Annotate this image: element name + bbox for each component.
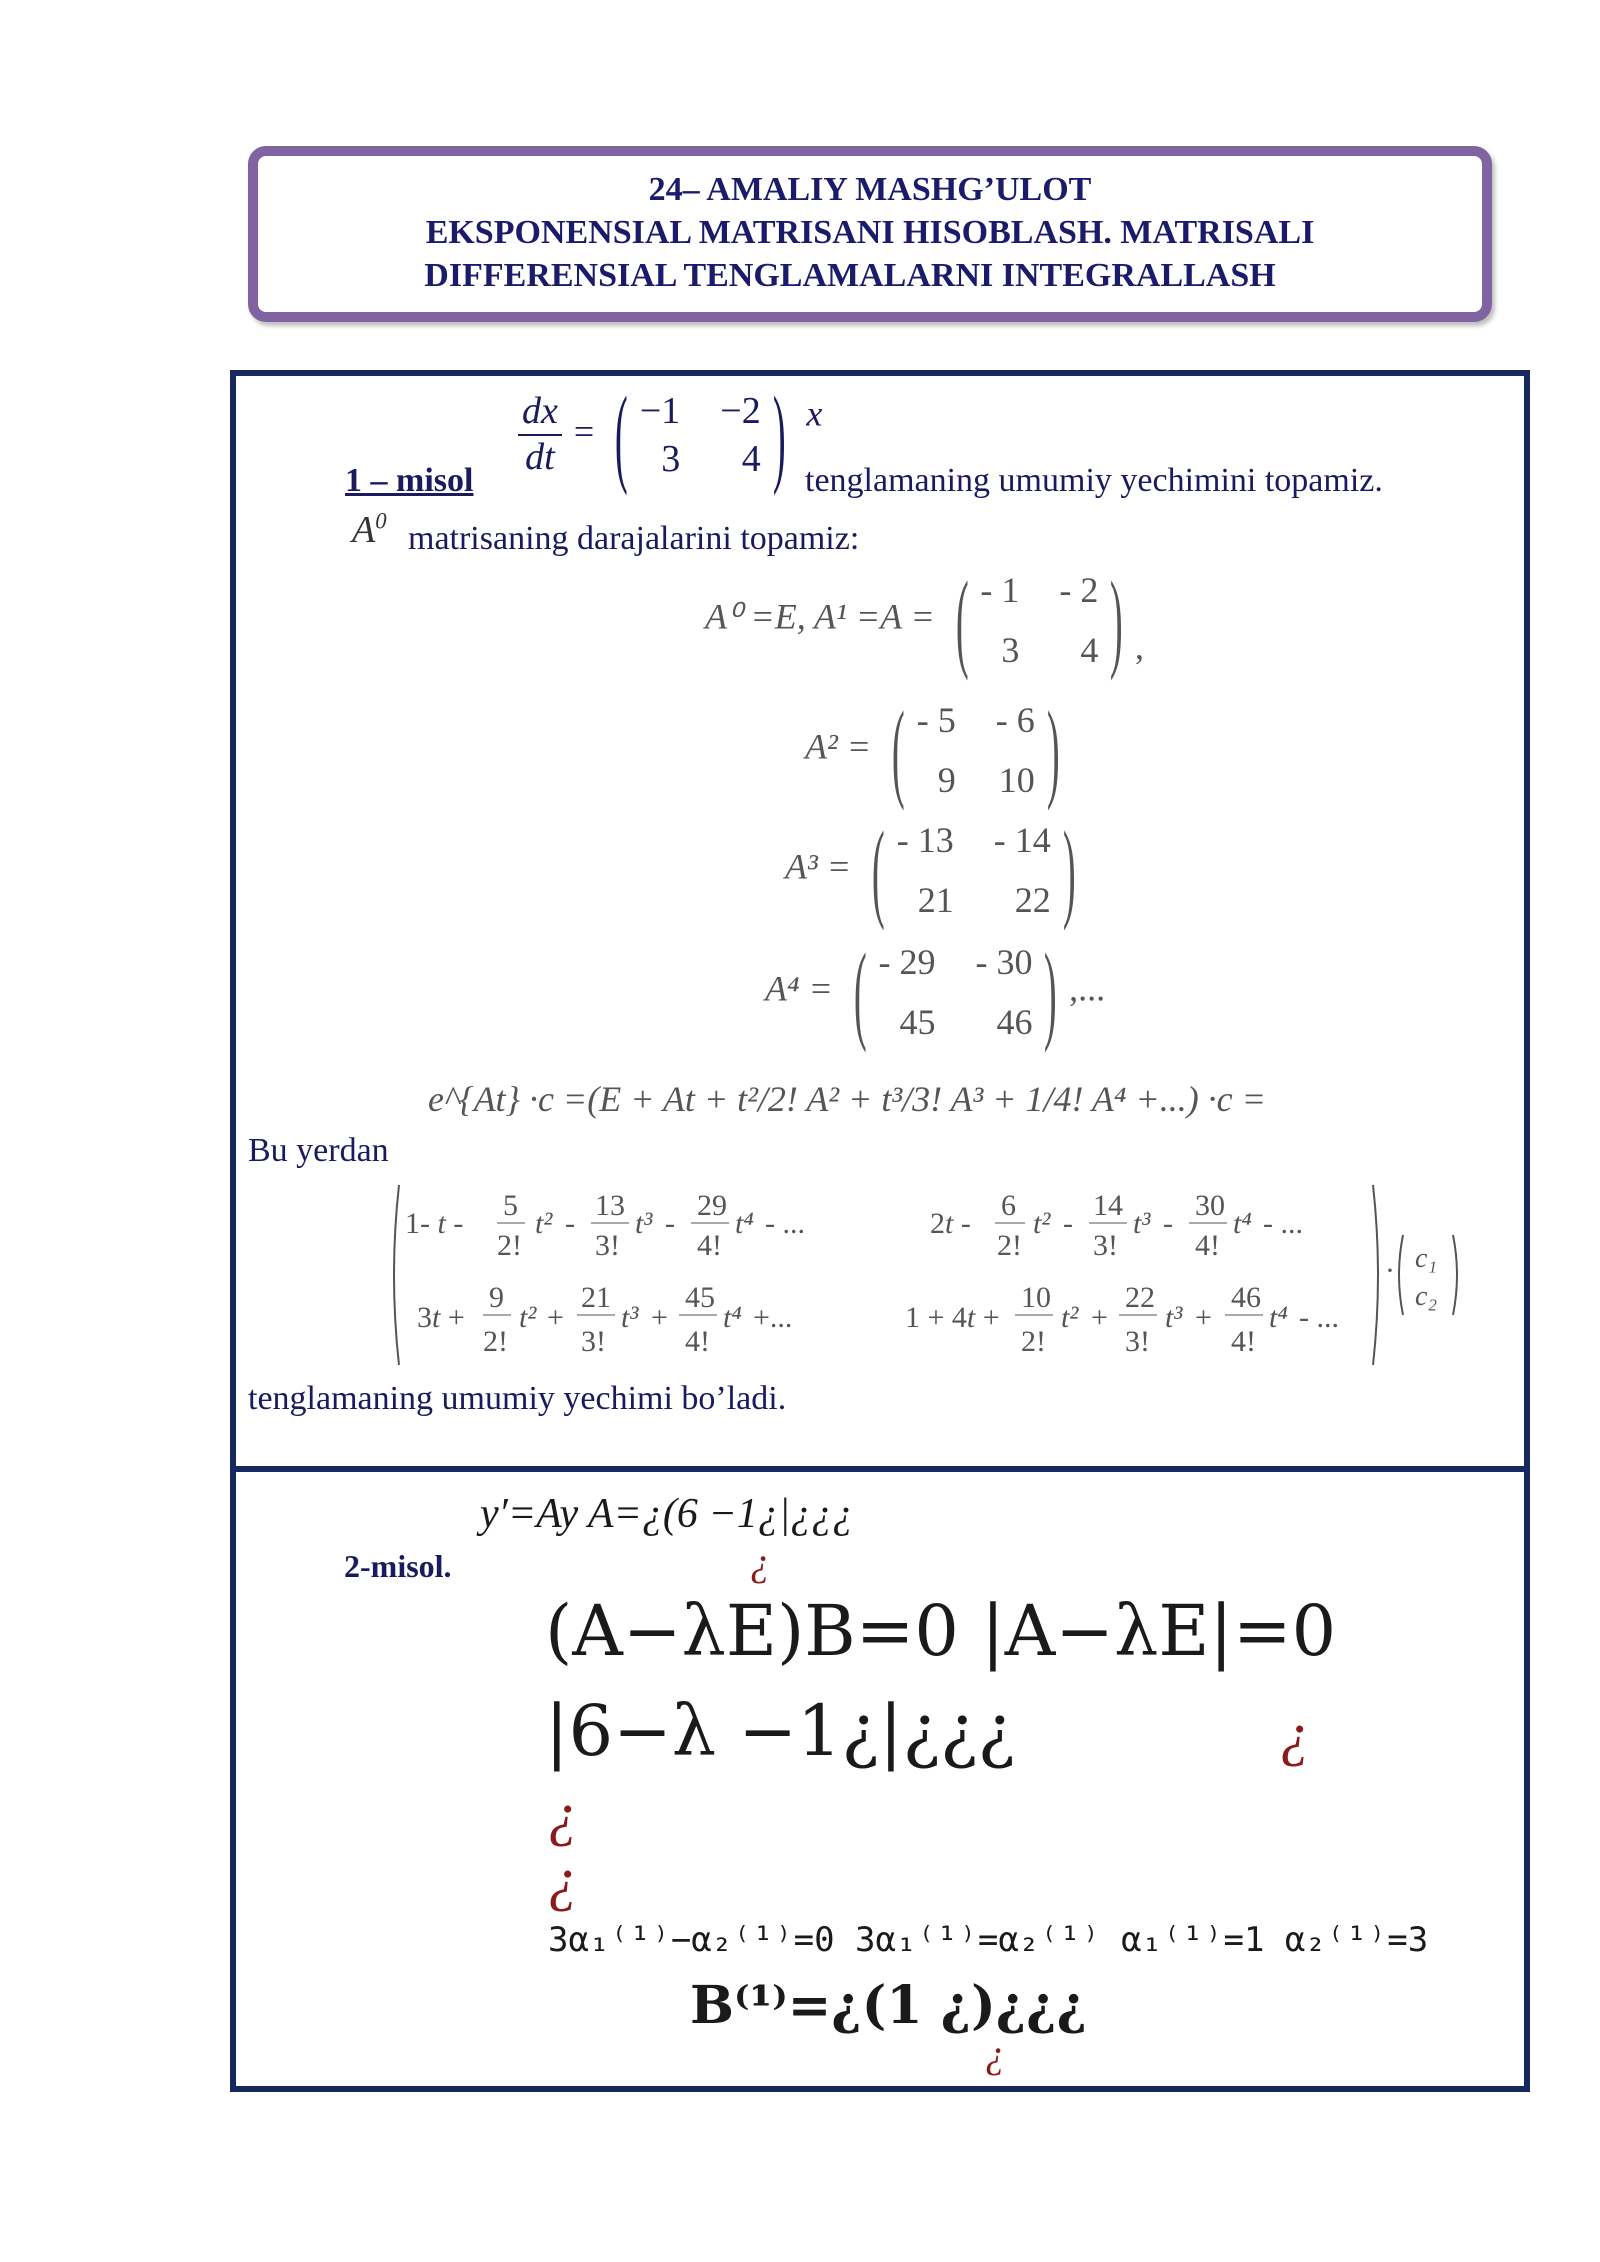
question-mark-5: ¿ [985,2031,1005,2076]
svg-text:+...: +... [753,1301,793,1334]
svg-text:c₂: c₂ [1415,1281,1438,1312]
svg-text:-: - [1063,1207,1073,1240]
solution-matrix [385,1175,1465,1375]
ode-equation: $\frac{dx}{dt}$ = ( −1 −2 3 4 ) x [515,380,822,490]
svg-text:46: 46 [1231,1281,1261,1314]
svg-text:3!: 3! [1125,1325,1150,1358]
svg-text:4!: 4! [1195,1229,1220,1262]
svg-text:2t -: 2t - [930,1207,971,1240]
svg-text:9: 9 [489,1281,504,1314]
svg-text:t³: t³ [621,1301,639,1334]
svg-text:29: 29 [697,1189,727,1222]
svg-text:6: 6 [1001,1189,1016,1222]
a0-symbol: $A^0$ [352,508,387,551]
svg-text:+: + [1091,1301,1108,1334]
title-box [248,146,1492,322]
svg-text:5: 5 [503,1189,518,1222]
svg-text:t²: t² [1061,1301,1079,1334]
svg-text:2!: 2! [1021,1325,1046,1358]
svg-text:·: · [1385,1254,1395,1287]
svg-text:t³: t³ [1165,1301,1183,1334]
a2-row: A² = ( - 5 - 6 9 10 ) [805,689,1060,811]
svg-text:4!: 4! [697,1229,722,1262]
svg-text:1- t -: 1- t - [405,1207,464,1240]
svg-text:t⁴: t⁴ [723,1301,742,1334]
svg-text:t²: t² [535,1207,553,1240]
svg-text:1 + 4t +: 1 + 4t + [905,1301,1000,1334]
a1-row: A⁰ =E, A¹ =A = ( - 1 - 2 3 4 ) , [705,559,1145,681]
question-mark-2: ¿ [1280,1701,1310,1767]
title-line-1: 24– AMALIY MASHG’ULOT [648,171,1092,208]
svg-text:2!: 2! [483,1325,508,1358]
title-line-3: DIFFERENSIAL TENGLAMALARNI INTEGRALLASH [424,257,1276,294]
eigenvector-equations: 3α₁⁽¹⁾−α₂⁽¹⁾=0 3α₁⁽¹⁾=α₂⁽¹⁾ α₁⁽¹⁾=1 α₂⁽¹⁾=3 [548,1920,1429,1960]
svg-text:c₁: c₁ [1415,1243,1438,1274]
example-2-label: 2-misol. [344,1548,452,1584]
determinant-row: |6−λ −1¿|¿¿¿ [545,1690,1016,1772]
svg-text:2!: 2! [997,1229,1022,1262]
svg-text:3!: 3! [595,1229,620,1262]
svg-text:3t +: 3t + [417,1301,465,1334]
example-1-label: 1 – misol [345,462,474,499]
system-equation: y′=Ay A=¿(6 −1¿|¿¿¿ [480,1491,854,1537]
svg-text:10: 10 [1021,1281,1051,1314]
svg-text:t²: t² [1033,1207,1051,1240]
svg-text:13: 13 [595,1189,625,1222]
svg-text:14: 14 [1093,1189,1123,1222]
svg-text:t⁴: t⁴ [1233,1207,1252,1240]
svg-text:- ...: - ... [1299,1301,1339,1334]
svg-text:-: - [1163,1207,1173,1240]
question-mark-4: ¿ [548,1846,578,1912]
svg-text:-: - [565,1207,575,1240]
question-mark-3: ¿ [548,1781,578,1847]
svg-text:3!: 3! [581,1325,606,1358]
a3-row: A³ = ( - 13 - 14 21 22 ) [785,809,1076,931]
svg-text:4!: 4! [685,1325,710,1358]
powers-intro: matrisaning darajalarini topamiz: [408,520,860,557]
svg-text:t³: t³ [635,1207,653,1240]
equation-description: tenglamaning umumiy yechimini topamiz. [805,462,1383,499]
question-mark-1: ¿ [750,1539,770,1584]
svg-text:4!: 4! [1231,1325,1256,1358]
svg-text:t³: t³ [1133,1207,1151,1240]
svg-text:- ...: - ... [765,1207,805,1240]
svg-text:3!: 3! [1093,1229,1118,1262]
exponential-series: e^{At} ·c =(E + At + t²/2! A² + t³/3! A³ + 1/4! A⁴ +...) ·c = [428,1079,1266,1119]
bu-yerdan-label: Bu yerdan [248,1132,389,1169]
eigenvector-b1: B⁽¹⁾=¿(1 ¿)¿¿¿ [690,1975,1088,2036]
a4-row: A⁴ = ( - 29 - 30 45 46 ) ,... [765,931,1106,1053]
svg-text:-: - [665,1207,675,1240]
svg-text:21: 21 [581,1281,611,1314]
svg-text:- ...: - ... [1263,1207,1303,1240]
svg-text:+: + [651,1301,668,1334]
svg-text:t²: t² [519,1301,537,1334]
conclusion-text: tenglamaning umumiy yechimi bo’ladi. [248,1380,787,1417]
svg-text:45: 45 [685,1281,715,1314]
svg-text:30: 30 [1195,1189,1225,1222]
title-line-2: EKSPONENSIAL MATRISANI HISOBLASH. MATRISALI [425,214,1315,251]
svg-text:+: + [547,1301,564,1334]
svg-text:t⁴: t⁴ [735,1207,754,1240]
characteristic-equation: (A−λE)B=0 |A−λE|=0 [545,1590,1337,1672]
svg-text:2!: 2! [497,1229,522,1262]
svg-text:22: 22 [1125,1281,1155,1314]
svg-text:+: + [1195,1301,1212,1334]
svg-text:t⁴: t⁴ [1269,1301,1288,1334]
